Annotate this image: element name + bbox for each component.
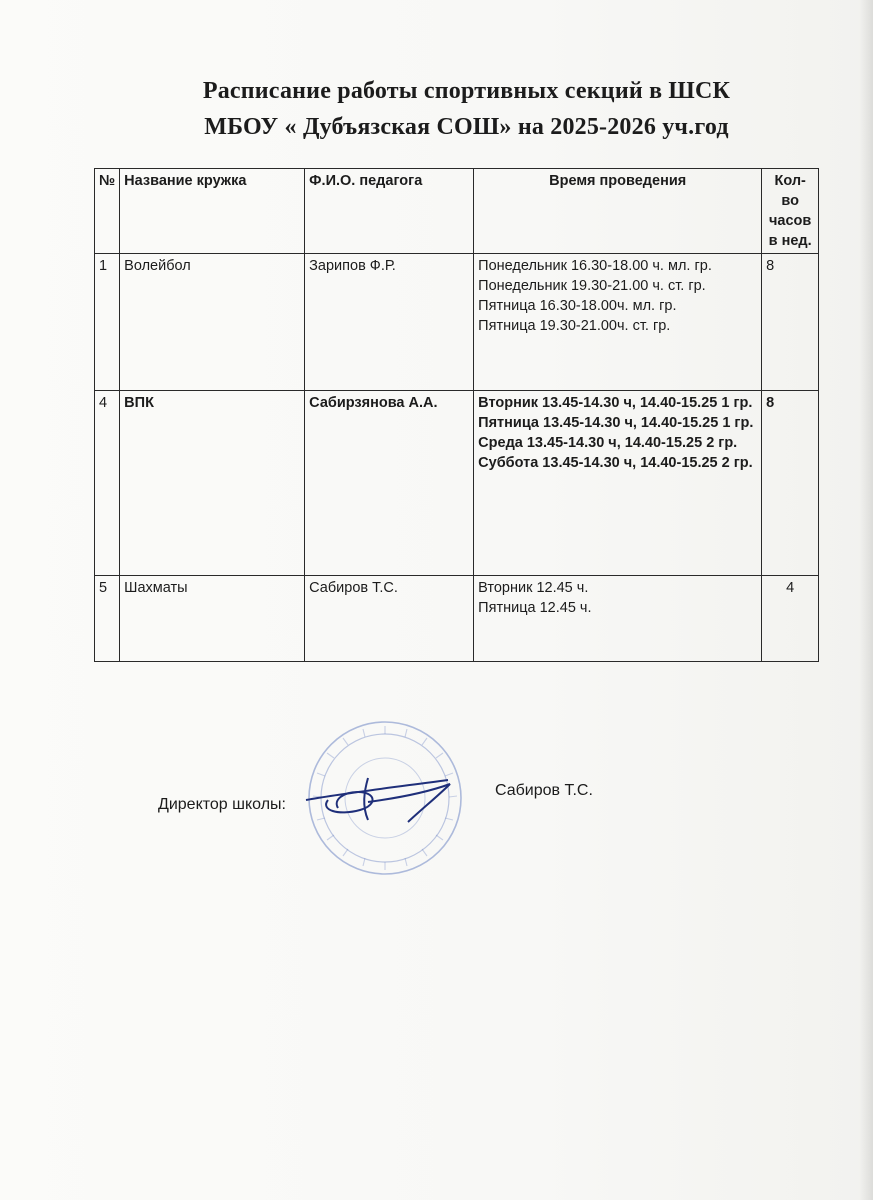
- table-row: [95, 391, 819, 576]
- document-title-line-2: МБОУ « Дубъязская СОШ» на 2025-2026 уч.год: [204, 114, 729, 140]
- table-row: [95, 576, 819, 662]
- row-time: [474, 254, 762, 391]
- time-line: Пятница 13.45-14.30 ч, 14.40-15.25 1 гр.: [478, 415, 754, 431]
- page-edge-shadow: [859, 0, 873, 1200]
- row-teacher: Сабирзянова А.А.: [305, 391, 474, 576]
- row-name: Волейбол: [120, 254, 305, 391]
- row-hours: 8: [762, 391, 819, 576]
- row-num: 5: [95, 576, 120, 662]
- header-hours: Кол-во часов в нед.: [762, 169, 819, 254]
- time-line: Суббота 13.45-14.30 ч, 14.40-15.25 2 гр.: [478, 455, 753, 471]
- table-header-row: [95, 169, 819, 254]
- header-time: Время проведения: [474, 169, 762, 254]
- table-row: [95, 254, 819, 391]
- row-teacher: Сабиров Т.С.: [305, 576, 474, 662]
- director-label: Директор школы:: [158, 796, 286, 813]
- time-line: Понедельник 19.30-21.00 ч. ст. гр.: [478, 278, 706, 294]
- header-teacher: Ф.И.О. педагога: [305, 169, 474, 254]
- row-time: [474, 391, 762, 576]
- row-hours: 8: [762, 254, 819, 391]
- time-line: Пятница 12.45 ч.: [478, 600, 592, 616]
- row-num: 1: [95, 254, 120, 391]
- time-line: Понедельник 16.30-18.00 ч. мл. гр.: [478, 258, 712, 274]
- director-name: Сабиров Т.С.: [495, 782, 593, 799]
- time-line: Вторник 12.45 ч.: [478, 580, 589, 596]
- row-name: Шахматы: [120, 576, 305, 662]
- header-name: Название кружка: [120, 169, 305, 254]
- header-num: №: [95, 169, 120, 254]
- document-title-line-1: Расписание работы спортивных секций в ШСК: [202, 78, 731, 104]
- time-line: Вторник 13.45-14.30 ч, 14.40-15.25 1 гр.: [478, 395, 753, 411]
- row-num: 4: [95, 391, 120, 576]
- time-line: Пятница 16.30-18.00ч. мл. гр.: [478, 298, 677, 314]
- row-name: ВПК: [120, 391, 305, 576]
- row-time: [474, 576, 762, 662]
- time-line: Среда 13.45-14.30 ч, 14.40-15.25 2 гр.: [478, 435, 738, 451]
- schedule-table: [94, 168, 819, 662]
- time-line: Пятница 19.30-21.00ч. ст. гр.: [478, 318, 671, 334]
- row-teacher: Зарипов Ф.Р.: [305, 254, 474, 391]
- director-signature: [298, 770, 478, 830]
- row-hours: 4: [762, 576, 819, 662]
